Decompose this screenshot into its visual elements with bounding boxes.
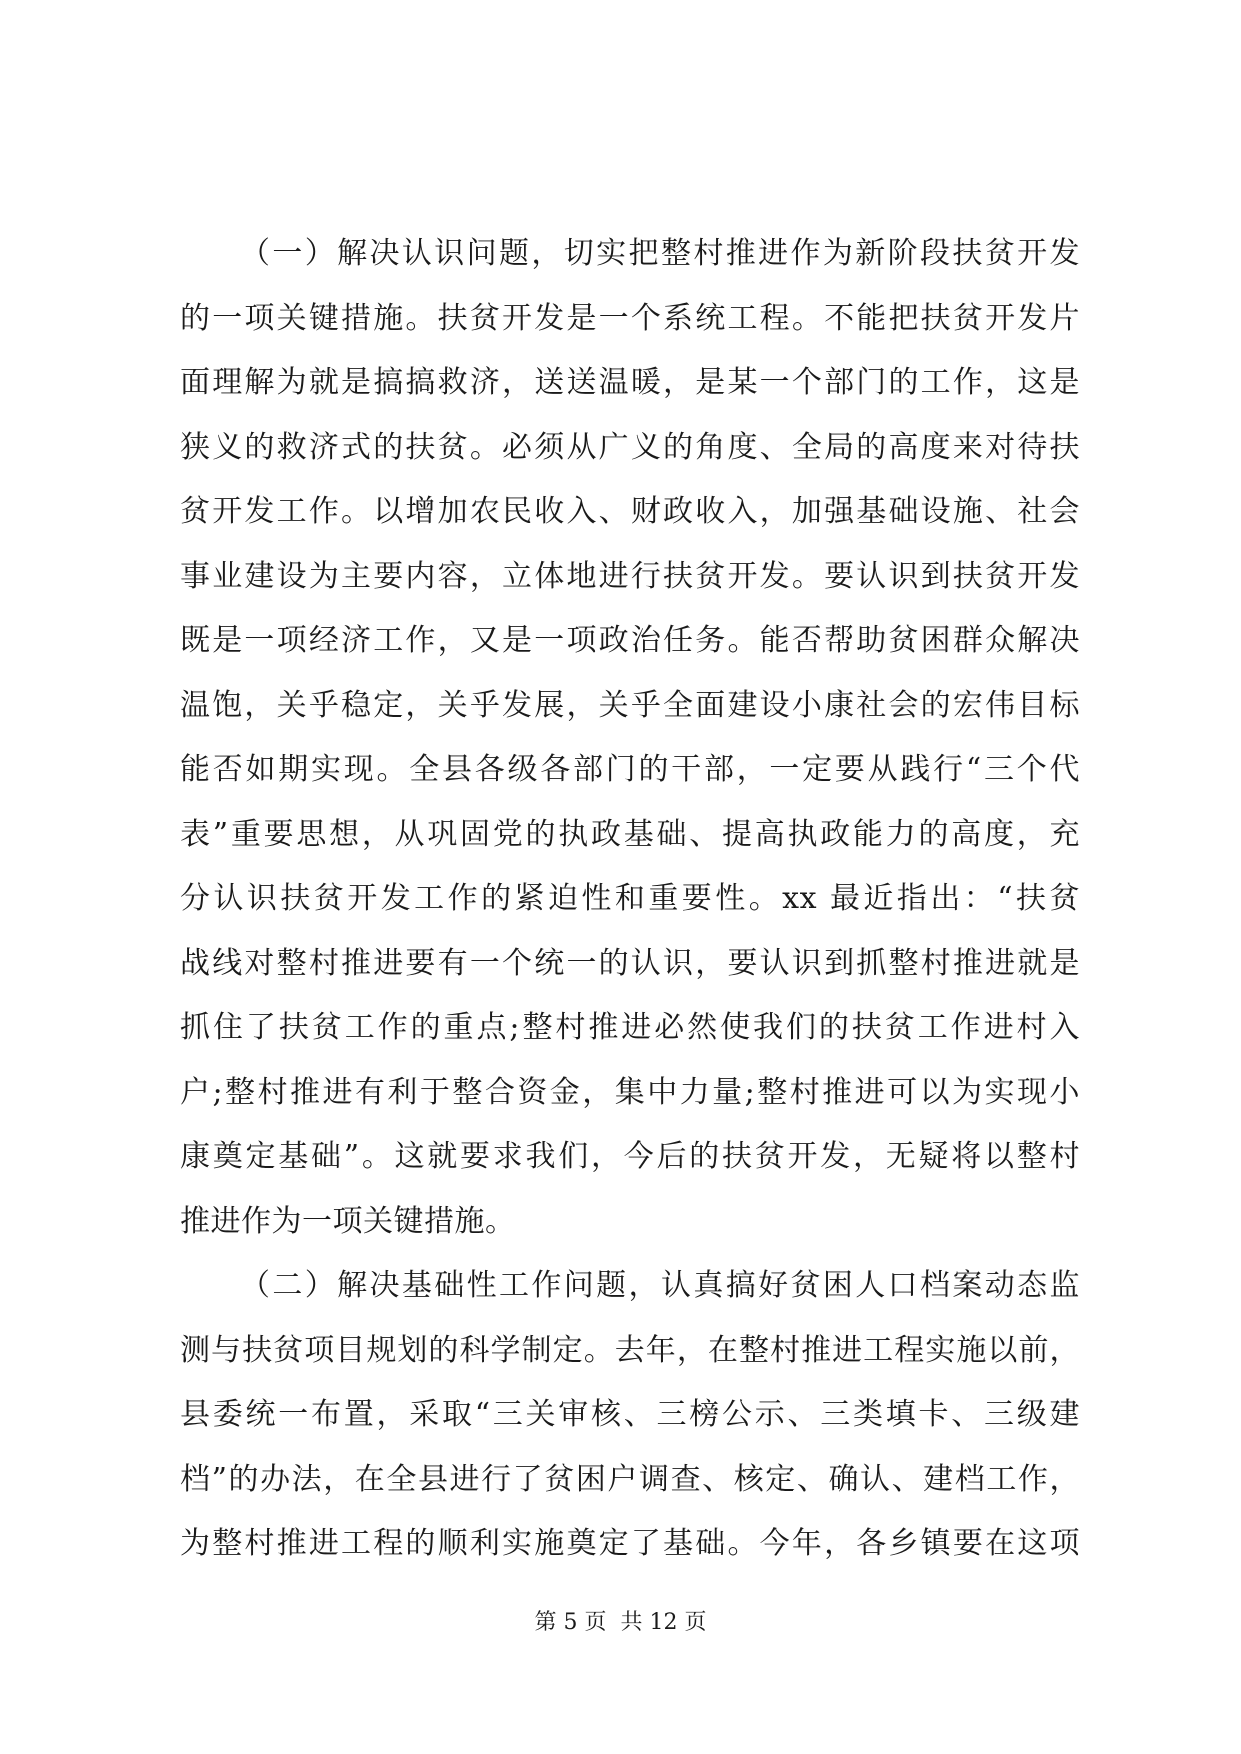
paragraph-line: 事业建设为主要内容，立体地进行扶贫开发。要认识到扶贫开发 <box>180 558 1080 594</box>
paragraph-line: 推进作为一项关键措施。 <box>180 1203 516 1239</box>
paragraph-line: 贫开发工作。以增加农民收入、财政收入，加强基础设施、社会 <box>180 494 1080 529</box>
paragraph-line: 狭义的救济式的扶贫。必须从广义的角度、全局的高度来对待扶 <box>180 429 1080 465</box>
paragraph-line: 档”的办法，在全县进行了贫困户调查、核定、确认、建档工作， <box>180 1461 1080 1497</box>
paragraph-line: 分认识扶贫开发工作的紧迫性和重要性。xx 最近指出：“扶贫 <box>180 881 1080 916</box>
paragraph-line: 能否如期实现。全县各级各部门的干部，一定要从践行“三个代 <box>180 752 1080 787</box>
paragraph-line: 温饱，关乎稳定，关乎发展，关乎全面建设小康社会的宏伟目标 <box>180 687 1080 723</box>
paragraph-line: 既是一项经济工作，又是一项政治任务。能否帮助贫困群众解决 <box>180 623 1080 658</box>
paragraph-line: （二）解决基础性工作问题，认真搞好贫困人口档案动态监 <box>240 1268 1080 1303</box>
page-footer <box>0 1608 1241 1638</box>
paragraph-line: 战线对整村推进要有一个统一的认识，要认识到抓整村推进就是 <box>180 945 1080 981</box>
paragraph-line: 表”重要思想，从巩固党的执政基础、提高执政能力的高度，充 <box>180 816 1080 852</box>
paragraph-line: 户;整村推进有利于整合资金，集中力量;整村推进可以为实现小 <box>180 1074 1080 1110</box>
paragraph-line: 为整村推进工程的顺利实施奠定了基础。今年，各乡镇要在这项 <box>180 1526 1080 1561</box>
paragraph-line: 的一项关键措施。扶贫开发是一个系统工程。不能把扶贫开发片 <box>180 300 1080 336</box>
paragraph-line: 抓住了扶贫工作的重点;整村推进必然使我们的扶贫工作进村入 <box>180 1010 1080 1045</box>
paragraph-line: 测与扶贫项目规划的科学制定。去年，在整村推进工程实施以前， <box>180 1332 1080 1368</box>
paragraph-line: （一）解决认识问题，切实把整村推进作为新阶段扶贫开发 <box>240 236 1080 271</box>
paragraph-line: 面理解为就是搞搞救济，送送温暖，是某一个部门的工作，这是 <box>180 365 1080 400</box>
body-text <box>180 222 1080 1577</box>
page-number-label: 第 5 页 共 12 页 <box>534 1610 707 1635</box>
paragraph-line: 县委统一布置，采取“三关审核、三榜公示、三类填卡、三级建 <box>180 1397 1080 1432</box>
paragraph-line: 康奠定基础”。这就要求我们，今后的扶贫开发，无疑将以整村 <box>180 1139 1080 1174</box>
